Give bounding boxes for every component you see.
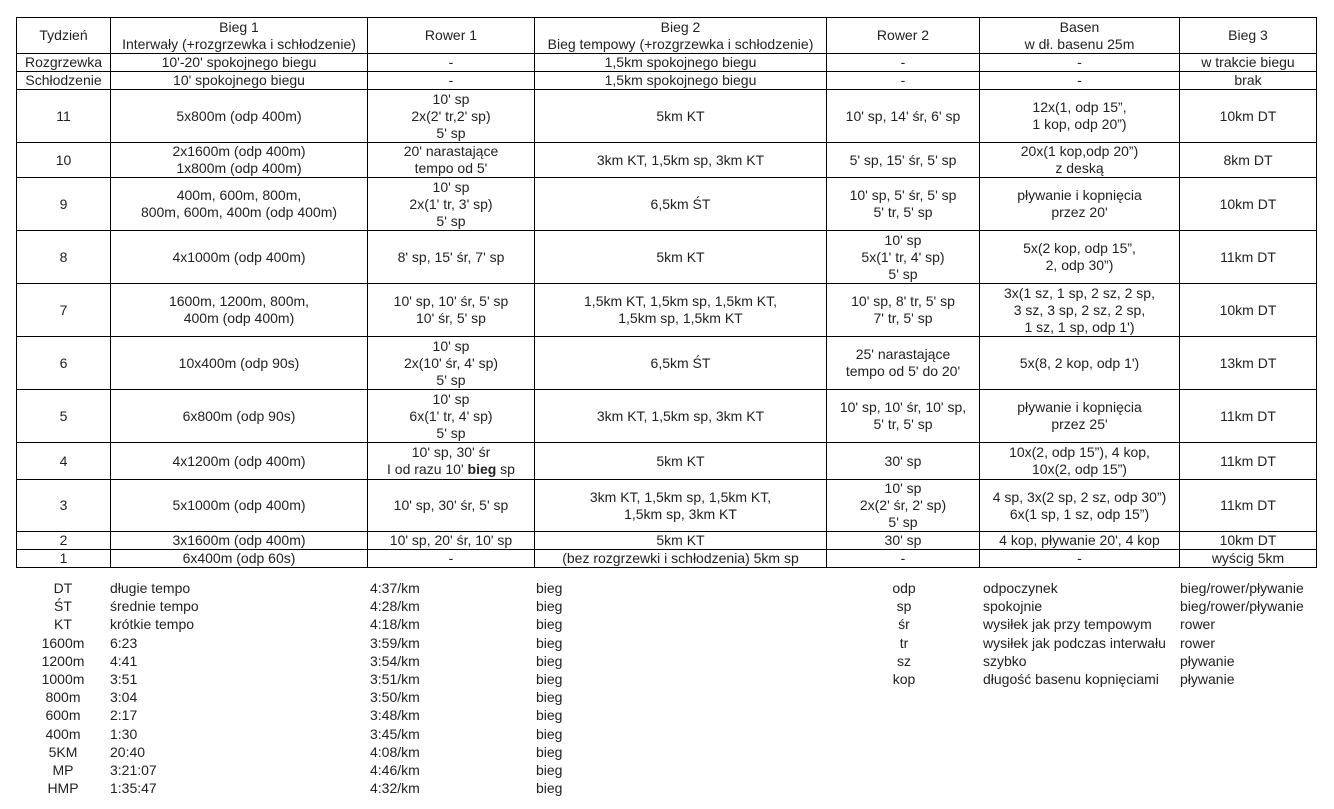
legend-paces	[370, 579, 420, 797]
legend-pace: 4:37/km	[370, 580, 420, 596]
cell-bike1: 20' narastające tempo od 5'	[368, 143, 535, 178]
cell-run2: 5km KT	[535, 443, 827, 480]
legend-abbr: KT	[54, 616, 72, 633]
cell-bike2: 10' sp 5x(1' tr, 4' sp) 5' sp	[827, 231, 980, 284]
legend-desc: spokojnie	[983, 598, 1043, 615]
cell-run3: 10km DT	[1180, 178, 1317, 231]
cell-run1: 10x400m (odp 90s)	[111, 337, 368, 390]
legend-type: bieg	[536, 743, 563, 760]
cell-bike2: -	[827, 54, 980, 72]
legend-pace: 3:59/km	[370, 634, 420, 651]
cell-pool: 12x(1, odp 15”, 1 kop, odp 20”)	[980, 90, 1180, 143]
cell-bike2: 30' sp	[827, 443, 980, 480]
legend-type: bieg	[536, 670, 563, 687]
header-run3: Bieg 3	[1180, 18, 1317, 54]
table-row	[17, 550, 1317, 568]
header-bike2: Rower 2	[827, 18, 980, 54]
legend-desc: wysiłek jak podczas interwału	[983, 634, 1166, 651]
legend-abbr: ŚT	[54, 598, 72, 615]
cell-pool: 10x(2, odp 15”), 4 kop, 10x(2, odp 15”)	[980, 443, 1180, 480]
legend-pace: 3:48/km	[370, 707, 420, 724]
cell-week: 2	[17, 532, 111, 550]
cell-pool: 20x(1 kop,odp 20”) z deską	[980, 143, 1180, 178]
cell-bike2: 10' sp, 14' śr, 6' sp	[827, 90, 980, 143]
legend-pace: 3:54/km	[370, 652, 420, 669]
cell-pool: -	[980, 72, 1180, 90]
cell-run1: 6x400m (odp 60s)	[111, 550, 368, 568]
legend-type: bieg	[536, 761, 563, 778]
cell-week: 9	[17, 178, 111, 231]
table-row	[17, 337, 1317, 390]
cell-week: 5	[17, 390, 111, 443]
cell-bike2: -	[827, 72, 980, 90]
legend-type: bieg/rower/pływanie	[1180, 580, 1304, 596]
cell-run1: 400m, 600m, 800m, 800m, 600m, 400m (odp 400m)	[111, 178, 368, 231]
cell-run1: 3x1600m (odp 400m)	[111, 532, 368, 550]
cell-pool: 4 sp, 3x(2 sp, 2 sz, odp 30”) 6x(1 sp, 1 sz, odp 15”)	[980, 480, 1180, 532]
legend-type: bieg	[536, 707, 563, 724]
legend-abbr: DT	[53, 580, 73, 596]
cell-run2: 6,5km ŚT	[535, 178, 827, 231]
header-row	[17, 18, 1317, 54]
legend-desc: 6:23	[110, 634, 138, 651]
table-row	[17, 480, 1317, 532]
legend-right-descriptions	[983, 579, 1166, 688]
cell-week: Schłodzenie	[17, 72, 111, 90]
cell-pool: pływanie i kopnięcia przez 20'	[980, 178, 1180, 231]
legend-abbr: 400m	[45, 725, 81, 742]
header-pool: Basen w dł. basenu 25m	[980, 18, 1180, 54]
legend-pace: 3:51/km	[370, 670, 420, 687]
legend-abbr: śr	[898, 616, 910, 633]
cell-pool: pływanie i kopnięcia przez 25'	[980, 390, 1180, 443]
legend-abbr: tr	[899, 634, 909, 651]
cell-run1: 10' spokojnego biegu	[111, 72, 368, 90]
cell-bike1: 10' sp 2x(2' tr,2' sp) 5' sp	[368, 90, 535, 143]
legend-abbr: sz	[897, 652, 911, 669]
legend-abbr: sp	[896, 598, 912, 615]
legend-type: bieg	[536, 780, 563, 797]
training-plan-table	[16, 17, 1317, 568]
legend-desc: szybko	[983, 652, 1027, 669]
table-row	[17, 72, 1317, 90]
cell-pool: -	[980, 550, 1180, 568]
legend-desc: 1:30	[110, 725, 138, 742]
legend-pace: 4:32/km	[370, 780, 420, 797]
table-row	[17, 90, 1317, 143]
legend-pace: 4:46/km	[370, 761, 420, 778]
header-week: Tydzień	[17, 18, 111, 54]
legend-pace: 4:08/km	[370, 743, 420, 760]
cell-bike1: 10' sp, 10' śr, 5' sp 10' śr, 5' sp	[368, 284, 535, 337]
cell-run1: 4x1200m (odp 400m)	[111, 443, 368, 480]
cell-bike1: 10' sp 6x(1' tr, 4' sp) 5' sp	[368, 390, 535, 443]
legend-desc: 4:41	[110, 652, 138, 669]
cell-run3: 10km DT	[1180, 90, 1317, 143]
cell-run1: 10'-20' spokojnego biegu	[111, 54, 368, 72]
cell-run3: 11km DT	[1180, 480, 1317, 532]
table-row	[17, 532, 1317, 550]
cell-week: 6	[17, 337, 111, 390]
cell-week: 11	[17, 90, 111, 143]
legend-type: bieg/rower/pływanie	[1180, 598, 1304, 615]
legend-abbr: 1200m	[41, 652, 85, 669]
table-row	[17, 443, 1317, 480]
legend-type: pływanie	[1180, 652, 1235, 669]
legend-pace: 3:50/km	[370, 689, 420, 706]
cell-bike2: 30' sp	[827, 532, 980, 550]
cell-run2: 3km KT, 1,5km sp, 3km KT	[535, 390, 827, 443]
header-run2: Bieg 2 Bieg tempowy (+rozgrzewka i schłodzenie)	[535, 18, 827, 54]
legend-type: bieg	[536, 634, 563, 651]
cell-bike2: 10' sp, 8' tr, 5' sp 7' tr, 5' sp	[827, 284, 980, 337]
cell-run2: 5km KT	[535, 532, 827, 550]
legend-desc: 3:51	[110, 670, 138, 687]
legend-pace: 3:45/km	[370, 725, 420, 742]
legend-type: bieg	[536, 725, 563, 742]
legend-desc: krótkie tempo	[110, 616, 195, 633]
cell-week: 3	[17, 480, 111, 532]
cell-run3: brak	[1180, 72, 1317, 90]
cell-run3: 11km DT	[1180, 443, 1317, 480]
legend-desc: długie tempo	[110, 580, 191, 596]
cell-week: 10	[17, 143, 111, 178]
table-row	[17, 231, 1317, 284]
legend-type: bieg	[536, 616, 563, 633]
legend-abbr: kop	[892, 670, 916, 687]
cell-bike1: 10' sp, 30' śr, 5' sp	[368, 480, 535, 532]
legend-type: bieg	[536, 598, 563, 615]
cell-bike1	[368, 443, 535, 480]
cell-run2: 1,5km spokojnego biegu	[535, 54, 827, 72]
cell-bike1: -	[368, 54, 535, 72]
bike1-text-part: 10' sp, 30' śr I od razu 10'	[387, 444, 491, 477]
cell-pool: 4 kop, pływanie 20', 4 kop	[980, 532, 1180, 550]
cell-bike1: -	[368, 550, 535, 568]
cell-bike2: 25' narastające tempo od 5' do 20'	[827, 337, 980, 390]
cell-run2: 3km KT, 1,5km sp, 1,5km KT, 1,5km sp, 3km KT	[535, 480, 827, 532]
legend-desc: 20:40	[110, 743, 146, 760]
cell-run3: 11km DT	[1180, 231, 1317, 284]
legend-type: bieg	[536, 580, 563, 596]
cell-run2: 5km KT	[535, 231, 827, 284]
legend-types	[536, 579, 562, 797]
legend-abbreviations	[16, 579, 110, 797]
bike1-bold-run: bieg	[467, 461, 497, 477]
cell-run3: 11km DT	[1180, 390, 1317, 443]
cell-run3: w trakcie biegu	[1180, 54, 1317, 72]
legend-type: rower	[1180, 616, 1216, 633]
cell-run2: 5km KT	[535, 90, 827, 143]
header-bike1: Rower 1	[368, 18, 535, 54]
cell-run3: 13km DT	[1180, 337, 1317, 390]
cell-run2: 1,5km spokojnego biegu	[535, 72, 827, 90]
cell-bike1: 8' sp, 15' śr, 7' sp	[368, 231, 535, 284]
table-row	[17, 54, 1317, 72]
legend-pace: 4:18/km	[370, 616, 420, 633]
legend-abbr: 800m	[45, 689, 81, 706]
header-run1: Bieg 1 Interwały (+rozgrzewka i schłodzenie)	[111, 18, 368, 54]
cell-bike1: 10' sp 2x(1' tr, 3' sp) 5' sp	[368, 178, 535, 231]
legend-type: pływanie	[1180, 670, 1235, 687]
legend-descriptions	[110, 579, 199, 797]
legend-abbr: 5KM	[48, 743, 78, 760]
legend-right-abbreviations	[864, 579, 944, 688]
table-row	[17, 178, 1317, 231]
cell-bike2: 10' sp 2x(2' śr, 2' sp) 5' sp	[827, 480, 980, 532]
legend-abbr: 600m	[45, 707, 81, 724]
cell-run1: 1600m, 1200m, 800m, 400m (odp 400m)	[111, 284, 368, 337]
cell-run2: (bez rozgrzewki i schłodzenia) 5km sp	[535, 550, 827, 568]
cell-week: Rozgrzewka	[17, 54, 111, 72]
legend-type: rower	[1180, 634, 1216, 651]
cell-week: 7	[17, 284, 111, 337]
cell-week: 8	[17, 231, 111, 284]
table-row	[17, 284, 1317, 337]
cell-run2: 1,5km KT, 1,5km sp, 1,5km KT, 1,5km sp, 1,5km KT	[535, 284, 827, 337]
legend-desc: wysiłek jak przy tempowym	[983, 616, 1152, 633]
cell-run3: 10km DT	[1180, 532, 1317, 550]
legend-desc: 3:04	[110, 689, 138, 706]
table-row	[17, 143, 1317, 178]
legend-desc: 1:35:47	[110, 780, 157, 797]
cell-run1: 6x800m (odp 90s)	[111, 390, 368, 443]
legend-type: bieg	[536, 652, 563, 669]
cell-run3: 8km DT	[1180, 143, 1317, 178]
legend-abbr: odp	[892, 580, 916, 596]
legend-abbr: MP	[52, 761, 74, 778]
cell-pool: -	[980, 54, 1180, 72]
legend-abbr: HMP	[47, 780, 79, 797]
cell-run2: 3km KT, 1,5km sp, 3km KT	[535, 143, 827, 178]
legend-desc: odpoczynek	[983, 580, 1058, 596]
legend-pace: 4:28/km	[370, 598, 420, 615]
legend-abbr: 1600m	[41, 634, 85, 651]
cell-bike2: -	[827, 550, 980, 568]
legend-abbr: 1000m	[41, 670, 85, 687]
cell-bike1: 10' sp, 20' śr, 10' sp	[368, 532, 535, 550]
cell-pool: 3x(1 sz, 1 sp, 2 sz, 2 sp, 3 sz, 3 sp, 2 sz, 2 sp, 1 sz, 1 sp, odp 1')	[980, 284, 1180, 337]
legend-right-types	[1180, 579, 1304, 688]
cell-run1: 4x1000m (odp 400m)	[111, 231, 368, 284]
cell-run1: 2x1600m (odp 400m) 1x800m (odp 400m)	[111, 143, 368, 178]
cell-bike1: -	[368, 72, 535, 90]
cell-bike2: 10' sp, 5' śr, 5' sp 5' tr, 5' sp	[827, 178, 980, 231]
cell-bike1: 10' sp 2x(10' śr, 4' sp) 5' sp	[368, 337, 535, 390]
cell-week: 4	[17, 443, 111, 480]
legend-desc: średnie tempo	[110, 598, 199, 615]
cell-bike2: 5' sp, 15' śr, 5' sp	[827, 143, 980, 178]
cell-run3: wyścig 5km	[1180, 550, 1317, 568]
cell-run2: 6,5km ŚT	[535, 337, 827, 390]
legend-desc: 3:21:07	[110, 761, 157, 778]
cell-pool: 5x(8, 2 kop, odp 1')	[980, 337, 1180, 390]
cell-week: 1	[17, 550, 111, 568]
bike1-text-end: sp	[496, 461, 515, 477]
table-row	[17, 390, 1317, 443]
legend-desc: 2:17	[110, 707, 138, 724]
cell-pool: 5x(2 kop, odp 15”, 2, odp 30”)	[980, 231, 1180, 284]
cell-bike2: 10' sp, 10' śr, 10' sp, 5' tr, 5' sp	[827, 390, 980, 443]
legend-desc: długość basenu kopnięciami	[983, 670, 1159, 687]
cell-run1: 5x1000m (odp 400m)	[111, 480, 368, 532]
cell-run1: 5x800m (odp 400m)	[111, 90, 368, 143]
cell-run3: 10km DT	[1180, 284, 1317, 337]
legend-type: bieg	[536, 689, 563, 706]
